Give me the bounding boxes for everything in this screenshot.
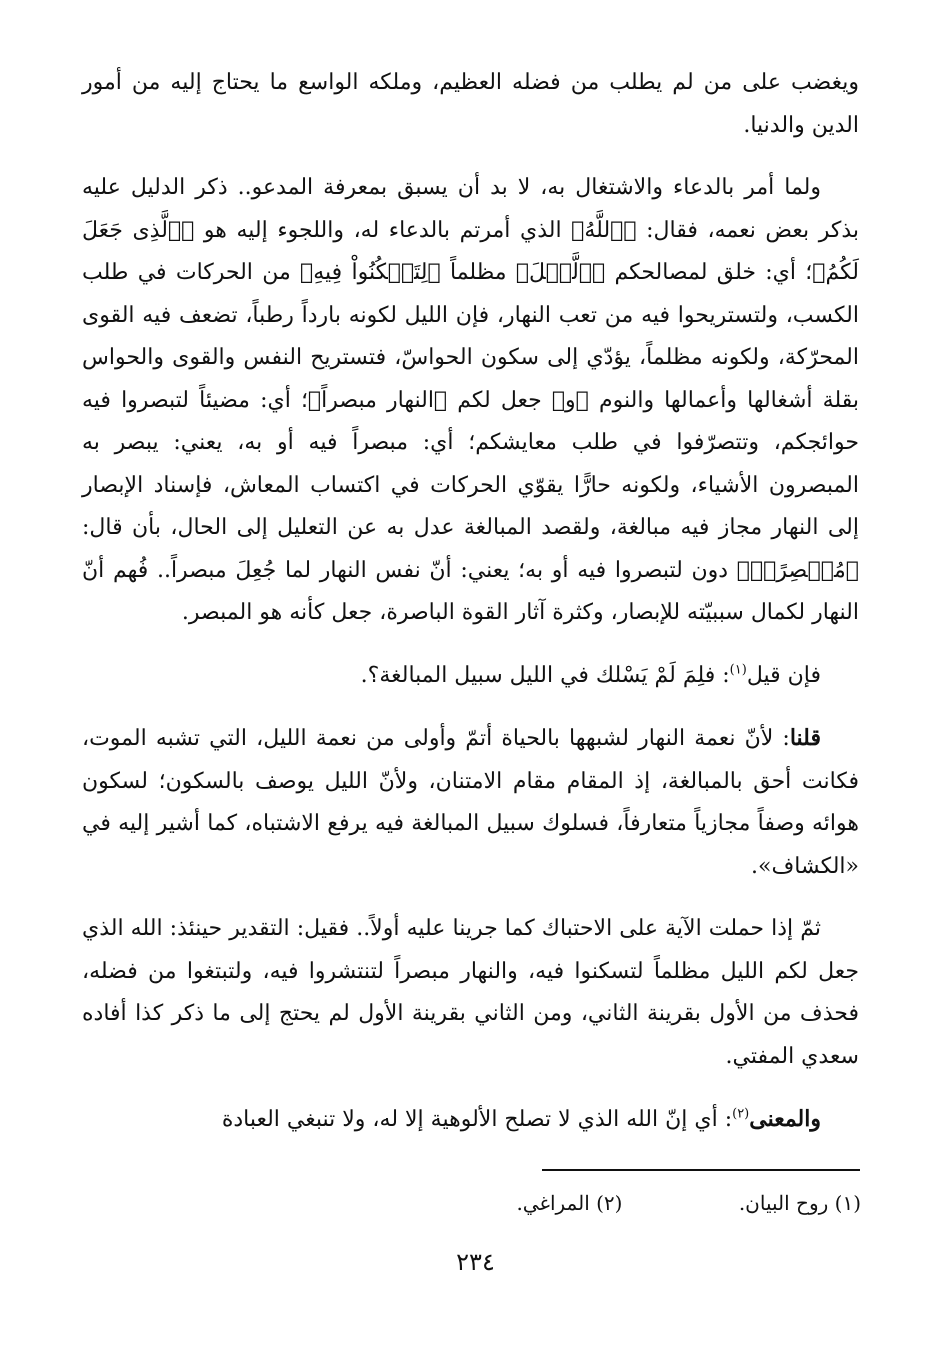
paragraph-lead-bold: والمعنى [749, 1106, 821, 1132]
footnote-separator [542, 1169, 860, 1171]
paragraph-6: والمعنى$^{(٢)}$: أي إنّ الله الذي لا تصلح الألوهية إلا له، ولا تنبغي العبادة [221, 1106, 821, 1132]
paragraph-4: قلنا: لأنّ نعمة النهار لشبهها بالحياة أتمّ وأولى من نعمة الليل، التي تشبه الموت، فكانت أحق بالمبالغة، إذ المقام مقام الامتنان، ولأنّ الليل يوصف بالسكون؛ لسكون هوائه وصفاً مجازياً متعارفاً، فسلوك سبيل المبالغة فيه يرفع الاشتباه، كما أشير إليه في «الكشاف». [82, 725, 859, 879]
paragraph-2: ولما أمر بالدعاء والاشتغال به، لا بد أن يسبق بمعرفة المدعو.. ذكر الدليل عليه بذكر بعض نعمه، فقال: ﴿ٱللَّهُ﴾ الذي أمرتم بالدعاء له، واللجوء إليه هو ﴿ٱلَّذِى جَعَلَ لَكُمُ﴾؛ أي: خلق لمصالحكم ﴿ٱلَّيۡلَ﴾ مظلماً ﴿لِتَسۡكُنُواْ فِيهِ﴾ من الحركات في طلب الكسب، ولتستريحوا فيه من تعب النهار، فإن الليل لكونه بارداً رطباً، تضعف فيه القوى المحرّكة، ولكونه مظلماً، يؤدّي إلى سكون الحواسّ، فتستريح النفس والقوى والحواس بقلة أشغالها وأعمالها والنوم ﴿و﴾ جعل لكم ﴿النهار مبصراً﴾؛ أي: مضيئاً لتبصروا فيه حوائجكم، وتتصرّفوا في طلب معايشكم؛ أي: مبصراً فيه أو به، يعني: يبصر به المبصرون الأشياء، ولكونه حارًّا يقوّي الحركات في اكتساب المعاش، فإسناد الإبصار إلى النهار مجاز فيه مبالغة، ولقصد المبالغة عدل به عن التعليل إلى الحال، بأن قال: ﴿مُبۡصِرًاۚ﴾ دون لتبصروا فيه أو به؛ يعني: أنّ نفس النهار لما جُعِلَ مبصراً.. فُهم أنّ النهار لكمال سببيّته للإبصار، وكثرة آثار القوة الباصرة، جعل كأنه هو المبصر. [82, 175, 859, 625]
paragraph-lead-bold: قلنا [789, 725, 821, 751]
footnote-1: (١) روح البيان. [738, 1191, 861, 1215]
footnote-ref-2: (٢) [732, 1106, 750, 1122]
page-number: ٢٣٤ [456, 1248, 495, 1276]
paragraph-3: فإن قيل$^{(١)}$: فلِمَ لَمْ يَسْلك في الليل سبيل المبالغة؟. [360, 662, 821, 688]
paragraph-lead: فإن قيل [746, 662, 821, 688]
paragraph-5: ثمّ إذا حملت الآية على الاحتباك كما جرينا عليه أولاً.. فقيل: التقدير حينئذ: الله الذي جعل لكم الليل مظلماً لتسكنوا فيه، والنهار مبصراً لتنتشروا فيه، ولتبتغوا من فضله، فحذف من الأول بقرينة الثاني، ومن الثاني بقرينة الأول لم يحتج إلى ما ذكر كذا أفاده سعدي المفتي. [82, 916, 859, 1069]
footnote-2: (٢) المراغي. [516, 1191, 623, 1215]
paragraph-1: ويغضب على من لم يطلب من فضله العظيم، وملكه الواسع ما يحتاج إليه من أمور الدين والدنيا. [82, 70, 859, 138]
footnotes [516, 1189, 861, 1217]
footnote-ref-1: (١) [729, 662, 747, 678]
body-text [82, 62, 859, 1142]
